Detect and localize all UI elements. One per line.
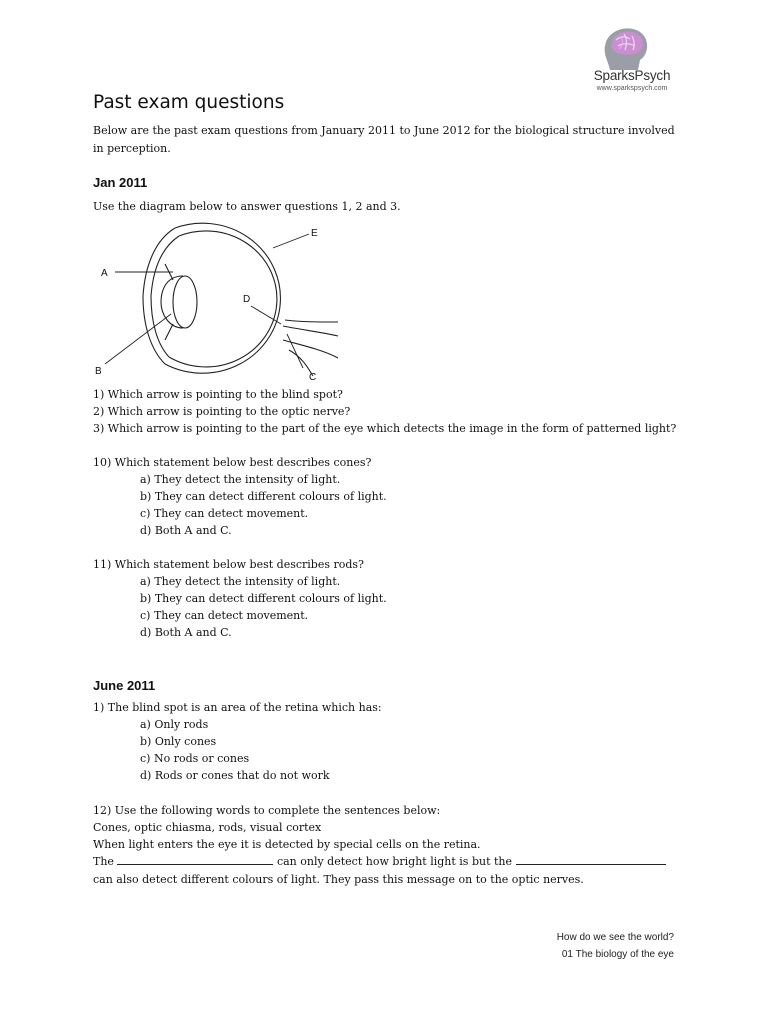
question-jan-1: 1) Which arrow is pointing to the blind spot? bbox=[93, 388, 343, 401]
sentence-2-middle: can only detect how bright light is but the bbox=[276, 855, 513, 868]
question-11-stem: 11) Which statement below best describes rods? bbox=[93, 558, 364, 571]
logo-brand-name: SparksPsych bbox=[593, 68, 671, 83]
diagram-instruction: Use the diagram below to answer questions 1, 2 and 3. bbox=[93, 200, 401, 213]
question-11-option-d: d) Both A and C. bbox=[140, 626, 232, 639]
sparkspsych-logo bbox=[586, 26, 678, 96]
logo-url: www.sparkspsych.com bbox=[596, 85, 668, 92]
section-heading-june-2011: June 2011 bbox=[93, 678, 156, 693]
question-10-option-d: d) Both A and C. bbox=[140, 524, 232, 537]
june-question-1-option-d: d) Rods or cones that do not work bbox=[140, 769, 330, 782]
page-title: Past exam questions bbox=[93, 92, 285, 113]
question-10-stem: 10) Which statement below best describes cones? bbox=[93, 456, 372, 469]
section-heading-jan-2011: Jan 2011 bbox=[93, 175, 148, 190]
diagram-label-d: D bbox=[243, 294, 251, 305]
brain-head-icon bbox=[600, 26, 650, 72]
june-question-1-option-a: a) Only rods bbox=[140, 718, 209, 731]
question-10-option-c: c) They can detect movement. bbox=[140, 507, 309, 520]
eye-diagram bbox=[93, 218, 341, 384]
question-12-sentence-1: When light enters the eye it is detected by special cells on the retina. bbox=[93, 838, 481, 851]
question-12-word-bank: Cones, optic chiasma, rods, visual cortex bbox=[93, 821, 322, 834]
question-jan-2: 2) Which arrow is pointing to the optic nerve? bbox=[93, 405, 351, 418]
question-jan-3: 3) Which arrow is pointing to the part of the eye which detects the image in the form of patterned light? bbox=[93, 422, 677, 435]
intro-paragraph: Below are the past exam questions from January 2011 to June 2012 for the biological structure involved in perception. bbox=[93, 124, 675, 155]
question-12-sentence-3: can also detect different colours of light. They pass this message on to the optic nerves. bbox=[93, 873, 584, 886]
question-11-option-a: a) They detect the intensity of light. bbox=[140, 575, 341, 588]
question-11-option-c: c) They can detect movement. bbox=[140, 609, 309, 622]
fill-in-blank-2[interactable] bbox=[516, 853, 666, 865]
question-10-option-a: a) They detect the intensity of light. bbox=[140, 473, 341, 486]
diagram-label-a: A bbox=[101, 268, 108, 279]
june-question-1-option-b: b) Only cones bbox=[140, 735, 217, 748]
fill-in-blank-1[interactable] bbox=[117, 853, 273, 865]
footer-lesson: 01 The biology of the eye bbox=[561, 949, 674, 960]
diagram-label-c: C bbox=[309, 372, 317, 383]
question-12-stem: 12) Use the following words to complete the sentences below: bbox=[93, 804, 441, 817]
question-12-sentence-2 bbox=[93, 853, 666, 870]
june-question-1-stem: 1) The blind spot is an area of the retina which has: bbox=[93, 701, 382, 714]
june-question-1-option-c: c) No rods or cones bbox=[140, 752, 250, 765]
question-11-option-b: b) They can detect different colours of light. bbox=[140, 592, 387, 605]
diagram-label-b: B bbox=[95, 366, 102, 377]
footer-topic: How do we see the world? bbox=[556, 932, 674, 943]
diagram-label-e: E bbox=[311, 228, 318, 239]
question-10-option-b: b) They can detect different colours of light. bbox=[140, 490, 387, 503]
sentence-2-start: The bbox=[93, 855, 114, 868]
